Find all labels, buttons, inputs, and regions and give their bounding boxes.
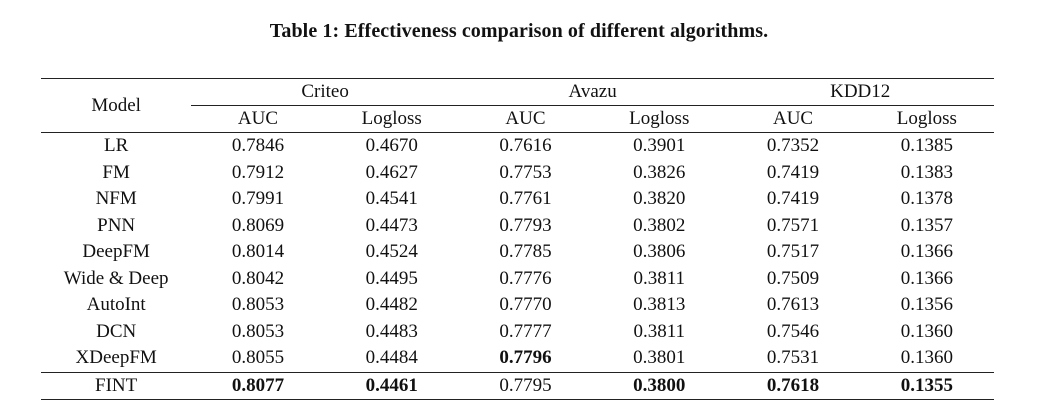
cell-value: 0.4484 (365, 347, 418, 369)
cell-value: 0.7546 (766, 320, 820, 342)
cell-value: 0.8042 (231, 267, 285, 289)
cell-value: 0.1378 (900, 188, 953, 210)
cell-value-best: 0.3800 (633, 374, 686, 396)
results-table (41, 78, 994, 400)
cell-value: 0.3802 (633, 214, 686, 236)
table-row (41, 186, 994, 213)
cell-value: 0.7776 (499, 267, 552, 289)
table-row (41, 345, 994, 372)
cell-value: 0.1360 (900, 347, 953, 369)
model-name: DeepFM (82, 241, 150, 263)
cell-value: 0.1366 (900, 241, 953, 263)
cell-value: 0.7991 (231, 188, 285, 210)
cell-value: 0.4495 (365, 267, 418, 289)
table-row (41, 213, 994, 240)
cell-value-best: 0.7618 (766, 374, 820, 396)
cell-value: 0.4482 (365, 294, 418, 316)
metric-header-avazu-logloss: Logloss (629, 108, 690, 129)
cell-value: 0.3826 (633, 161, 686, 183)
model-name: NFM (95, 188, 137, 210)
cell-value: 0.7793 (499, 214, 552, 236)
cell-value: 0.3806 (633, 241, 686, 263)
cell-value-best: 0.8077 (231, 374, 285, 396)
cell-value: 0.7770 (499, 294, 552, 316)
cell-value: 0.3813 (633, 294, 686, 316)
cell-value: 0.3820 (633, 188, 686, 210)
dataset-header-avazu: Avazu (459, 79, 727, 106)
cell-value: 0.7571 (766, 214, 820, 236)
cell-value: 0.7753 (499, 161, 552, 183)
metric-header-avazu-auc: AUC (505, 108, 546, 129)
cell-value: 0.7517 (766, 241, 820, 263)
cell-value: 0.8053 (231, 320, 285, 342)
model-name: LR (104, 135, 129, 157)
table-row-proposed (41, 372, 994, 400)
cell-value: 0.7785 (499, 241, 552, 263)
model-name: FINT (95, 374, 138, 396)
cell-value: 0.4473 (365, 214, 418, 236)
cell-value: 0.1360 (900, 320, 953, 342)
cell-value: 0.7795 (499, 374, 552, 396)
cell-value: 0.7419 (766, 161, 820, 183)
cell-value: 0.7352 (766, 135, 820, 157)
cell-value: 0.4541 (365, 188, 418, 210)
cell-value: 0.7531 (766, 347, 820, 369)
table-row (41, 160, 994, 187)
cell-value: 0.8014 (231, 241, 285, 263)
table-row (41, 319, 994, 346)
dataset-header-criteo: Criteo (191, 79, 459, 106)
model-name: PNN (97, 214, 136, 236)
cell-value: 0.4524 (365, 241, 418, 263)
table-row (41, 292, 994, 319)
metric-header-criteo-logloss: Logloss (361, 108, 422, 129)
model-column-header: Model (91, 94, 141, 116)
model-name: DCN (96, 320, 137, 342)
cell-value: 0.7509 (766, 267, 820, 289)
cell-value: 0.8069 (231, 214, 285, 236)
cell-value: 0.4670 (365, 135, 418, 157)
dataset-header-kdd12: KDD12 (726, 79, 994, 106)
cell-value: 0.8053 (231, 294, 285, 316)
model-name: AutoInt (86, 294, 146, 316)
model-name: XDeepFM (75, 347, 157, 369)
cell-value: 0.7777 (499, 320, 552, 342)
cell-value: 0.7761 (499, 188, 552, 210)
metric-header-kdd12-logloss: Logloss (896, 108, 957, 129)
cell-value: 0.3801 (633, 347, 686, 369)
cell-value: 0.7846 (231, 135, 285, 157)
cell-value: 0.1356 (900, 294, 953, 316)
cell-value: 0.7613 (766, 294, 820, 316)
cell-value: 0.3811 (633, 320, 686, 342)
table-caption: Table 1: Effectiveness comparison of different algorithms. (269, 20, 769, 42)
cell-value: 0.7419 (766, 188, 820, 210)
header-row-datasets (41, 79, 994, 106)
cell-value: 0.7912 (231, 161, 285, 183)
cell-value: 0.4483 (365, 320, 418, 342)
cell-value-best: 0.4461 (365, 374, 418, 396)
cell-value: 0.3901 (633, 135, 686, 157)
cell-value-best: 0.7796 (499, 347, 552, 369)
cell-value: 0.1385 (900, 135, 953, 157)
cell-value: 0.8055 (231, 347, 285, 369)
table-row (41, 133, 994, 160)
cell-value: 0.1357 (900, 214, 953, 236)
metric-header-criteo-auc: AUC (237, 108, 278, 129)
cell-value: 0.3811 (633, 267, 686, 289)
model-name: Wide & Deep (63, 267, 169, 289)
cell-value: 0.1383 (900, 161, 953, 183)
metric-header-kdd12-auc: AUC (772, 108, 814, 129)
table-row (41, 266, 994, 293)
cell-value: 0.1366 (900, 267, 953, 289)
cell-value: 0.7616 (499, 135, 552, 157)
cell-value-best: 0.1355 (900, 374, 953, 396)
table-row (41, 239, 994, 266)
model-name: FM (102, 161, 130, 183)
cell-value: 0.4627 (365, 161, 418, 183)
